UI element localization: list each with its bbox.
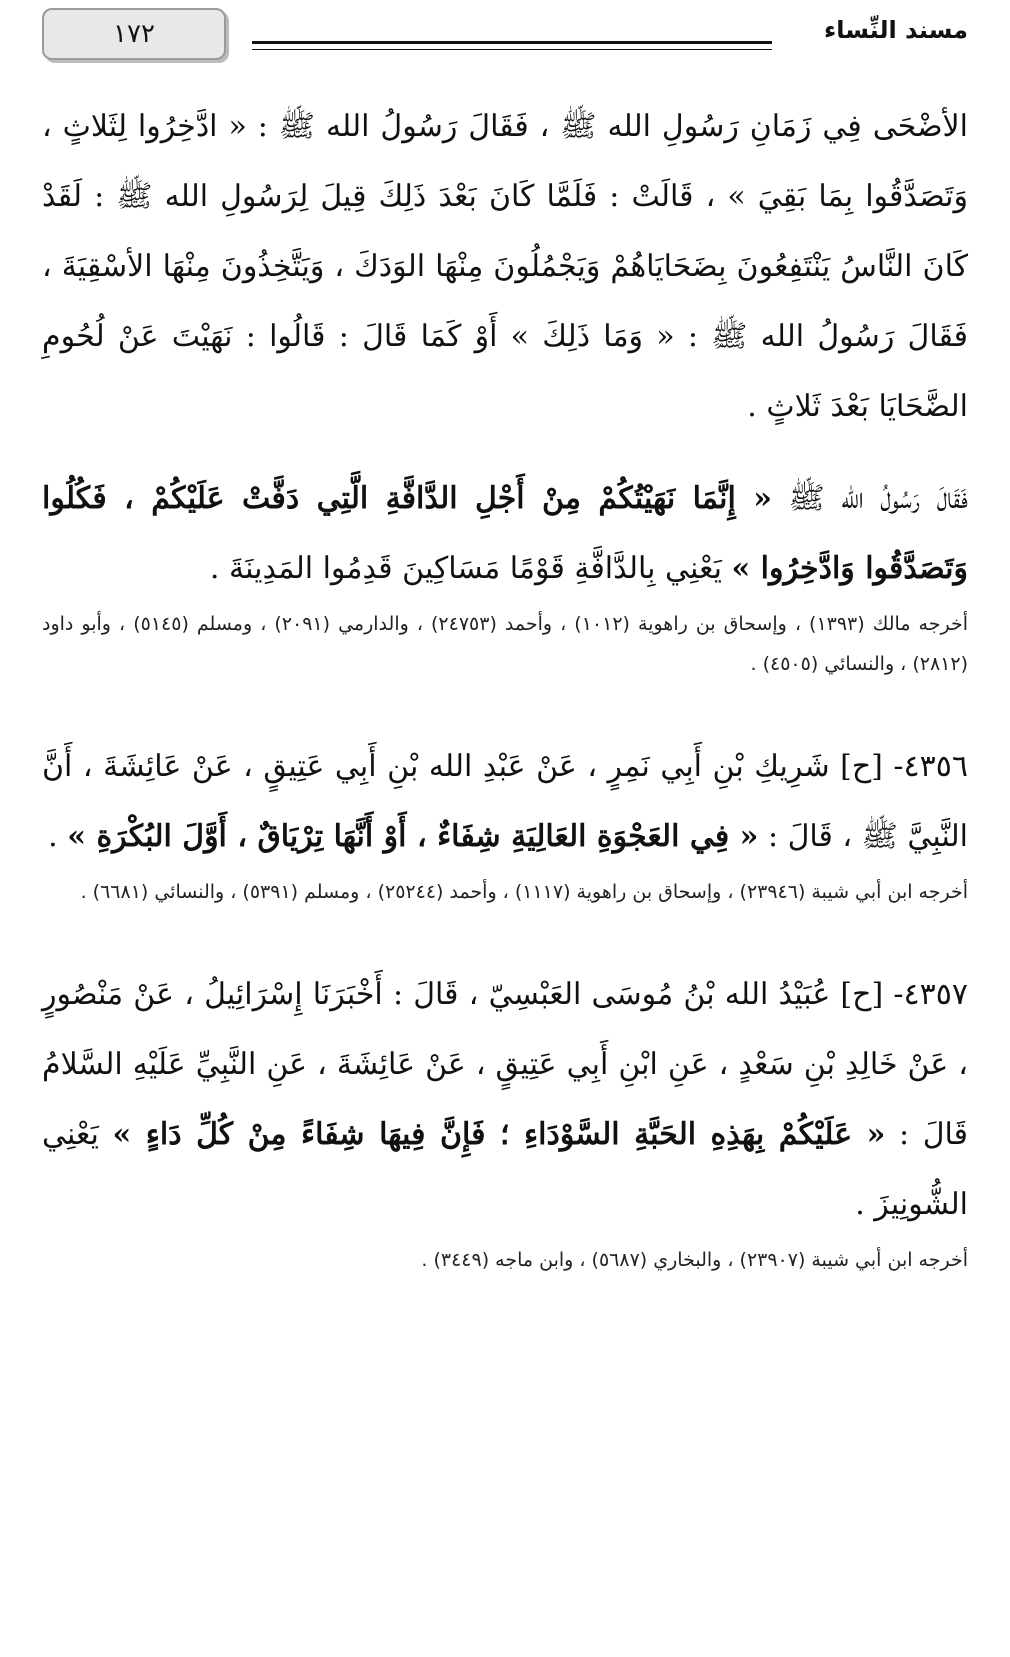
para-tail: يَعْنِي بِالدَّافَّةِ قَوْمًا مَسَاكِينَ قَدِمُوا المَدِينَةَ . xyxy=(209,551,722,586)
hadith-4356 xyxy=(42,732,968,872)
hadith-continuation-paragraph: الأضْحَى فِي زَمَانِ رَسُولِ الله ﷺ ، فَقَالَ رَسُولُ الله ﷺ : « ادَّخِرُوا لِثَلاثٍ ، وَتَصَدَّقُوا بِمَا بَقِيَ » ، قَالَتْ : فَلَمَّا كَانَ بَعْدَ ذَلِكَ قِيلَ لِرَسُولِ الله ﷺ : لَقَدْ كَانَ النَّاسُ يَنْتَفِعُونَ بِضَحَايَاهُمْ وَيَجْمُلُونَ مِنْهَا الوَدَكَ ، وَيَتَّخِذُونَ مِنْهَا الأسْقِيَةَ ، فَقَالَ رَسُولُ الله ﷺ : « وَمَا ذَلِكَ » أَوْ كَمَا قَالَ : قَالُوا : نَهَيْتَ عَنْ لُحُومِ الضَّحَايَا بَعْدَ ثَلاثٍ . xyxy=(42,109,968,424)
header-rule xyxy=(252,41,772,50)
hadith-intro: ٤٣٥٧- [ح] عُبَيْدُ الله بْنُ مُوسَى العَبْسِيّ ، قَالَ : أَخْبَرَنَا إِسْرَائِيلُ ، عَنْ مَنْصُورٍ ، عَنْ خَالِدِ بْنِ سَعْدٍ ، عَنِ ابْنِ أَبِي عَتِيقٍ ، عَنْ عَائِشَةَ ، عَنِ النَّبِيِّ عَلَيْهِ السَّلامُ قَالَ : xyxy=(42,977,968,1152)
hadith-tail: يَعْنِي الشُّونِيزَ . xyxy=(42,1117,968,1222)
hadith-4357 xyxy=(42,960,968,1240)
prophetic-quote: « عَلَيْكُمْ بِهَذِهِ الحَبَّةِ السَّوْدَاءِ ؛ فَإِنَّ فِيهَا شِفَاءً مِنْ كُلِّ دَاءٍ » xyxy=(112,1117,886,1152)
takhrij-note: أخرجه مالك (١٣٩٣) ، وإسحاق بن راهوية (١٠١٢) ، وأحمد (٢٤٧٥٣) ، والدارمي (٢٠٩١) ، ومسلم (٥١٤٥) ، وأبو داود (٢٨١٢) ، والنسائي (٤٥٠٥) . xyxy=(42,613,968,675)
takhrij-note: أخرجه ابن أبي شيبة (٢٣٩٤٦) ، وإسحاق بن راهوية (١١١٧) ، وأحمد (٢٥٢٤٤) ، ومسلم (٥٣٩١) ، والنسائي (٦٦٨١) . xyxy=(80,881,968,903)
hadith-continuation-paragraph-2 xyxy=(42,464,968,604)
para-intro: فَقَالَ رَسُولُ الله ﷺ xyxy=(788,481,968,516)
page-number: ١٧٢ xyxy=(113,19,155,49)
page-header xyxy=(42,8,968,60)
page-number-box xyxy=(42,8,226,60)
page-content xyxy=(42,92,968,1280)
hadith-tail: . xyxy=(48,819,58,854)
prophetic-quote: « فِي العَجْوَةِ العَالِيَةِ شِفَاءٌ ، أَوْ أَنَّهَا تِرْيَاقٌ ، أَوَّلَ البُكْرَةِ » xyxy=(67,819,759,854)
running-title: مسند النِّساء xyxy=(823,16,968,44)
takhrij-note: أخرجه ابن أبي شيبة (٢٣٩٠٧) ، والبخاري (٥٦٨٧) ، وابن ماجه (٣٤٤٩) . xyxy=(421,1249,968,1271)
prophetic-quote: « إِنَّمَا نَهَيْتُكُمْ مِنْ أَجْلِ الدَّافَّةِ الَّتِي دَفَّتْ عَلَيْكُمْ ، فَكُلُوا وَتَصَدَّقُوا وَادَّخِرُوا » xyxy=(42,481,968,586)
hadith-intro: ٤٣٥٦- [ح] شَرِيكِ بْنِ أَبِي نَمِرٍ ، عَنْ عَبْدِ الله بْنِ أَبِي عَتِيقٍ ، عَنْ عَائِشَةَ ، أَنَّ النَّبِيَّ ﷺ ، قَالَ : xyxy=(42,749,968,854)
